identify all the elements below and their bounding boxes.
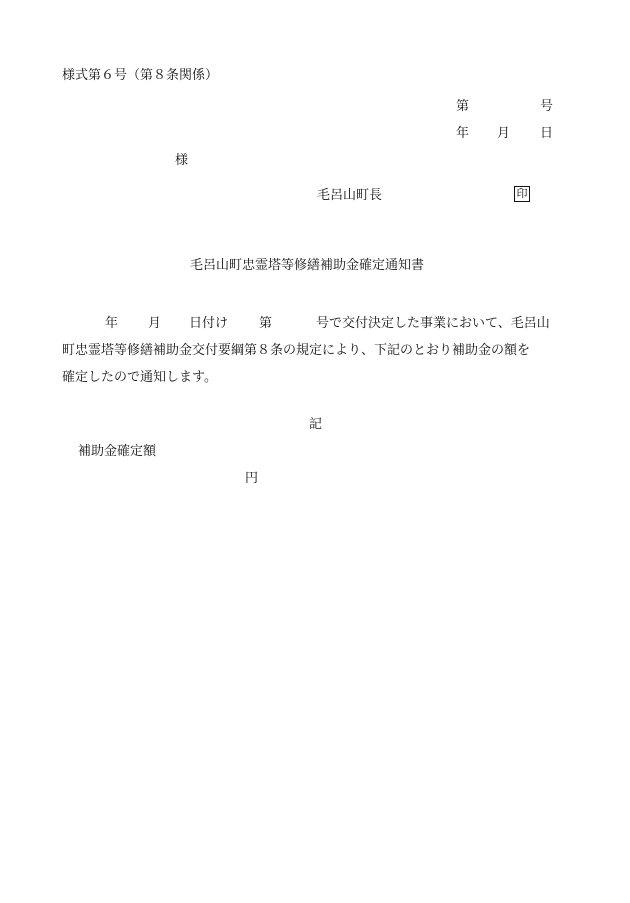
body-year: 年 [105, 316, 119, 331]
doc-number-suffix: 号 [540, 99, 554, 114]
body-line-1 [62, 310, 582, 337]
date-year: 年 [456, 126, 470, 141]
body-date-suffix: 日付け [189, 316, 229, 331]
item-label: 補助金確定額 [78, 444, 157, 459]
currency-unit: 円 [245, 471, 259, 486]
doc-number-prefix: 第 [456, 99, 470, 114]
addressee-suffix: 様 [175, 153, 189, 168]
body-text [62, 310, 582, 391]
ki-heading: 記 [309, 417, 323, 432]
body-number-prefix: 第 [259, 316, 273, 331]
issuer: 毛呂山町長 [317, 188, 383, 203]
date-day: 日 [540, 126, 554, 141]
body-line-2-text: 町忠霊塔等修繕補助金交付要綱第８条の規定により、下記のとおり補助金の額を [62, 343, 531, 358]
document-title: 毛呂山町忠霊塔等修繕補助金確定通知書 [190, 258, 425, 273]
seal-mark: 印 [514, 186, 530, 202]
body-line-2 [62, 337, 582, 364]
body-line-1-rest: 号で交付決定した事業において、毛呂山 [316, 316, 550, 331]
date-month: 月 [497, 126, 511, 141]
form-number: 様式第６号（第８条関係） [62, 68, 219, 83]
body-line-3-text: 確定したので通知します。 [62, 370, 217, 385]
body-line-3 [62, 364, 582, 391]
body-month: 月 [148, 316, 162, 331]
